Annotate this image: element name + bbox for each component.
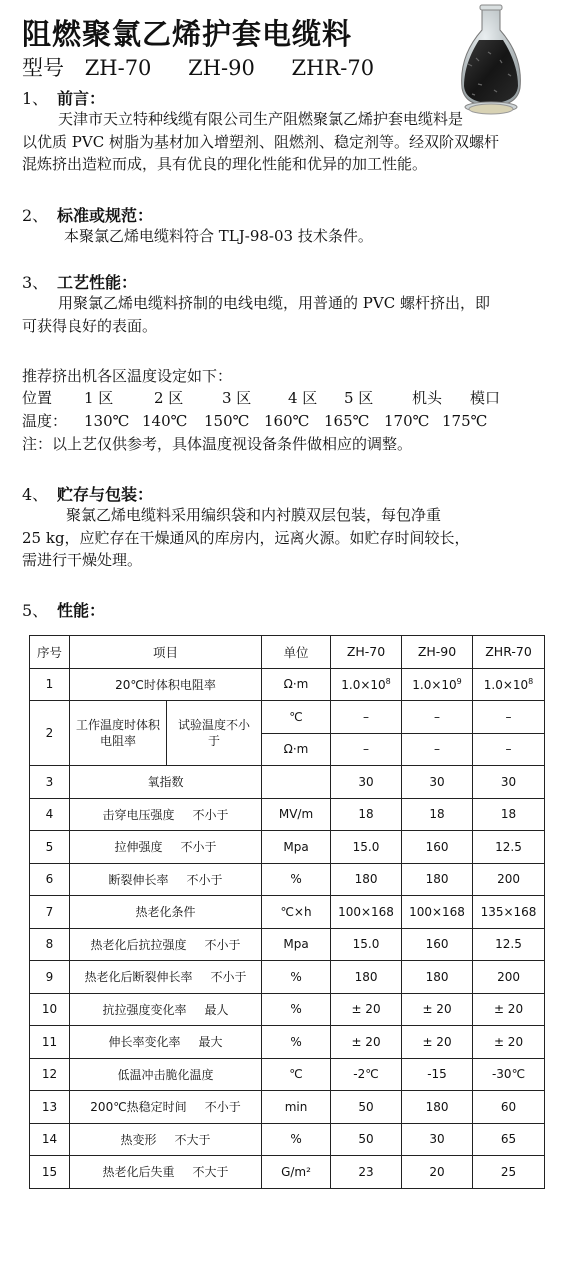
row-item-label: 击穿电压强度 xyxy=(102,807,175,822)
extruder-note: 注：以上艺仅供参考，具体温度视设备条件做相应的调整。 xyxy=(22,435,413,453)
row-item xyxy=(70,928,262,961)
row-no: 3 xyxy=(30,766,70,799)
table-row xyxy=(30,766,545,799)
table-header-row xyxy=(30,636,545,669)
row-value-zhr70: 12.5 xyxy=(473,928,545,961)
performance-table xyxy=(29,635,545,1189)
row-value-zhr70: 25 xyxy=(473,1156,545,1189)
row-item-label: 热老化条件 xyxy=(135,905,196,920)
row-value-zh90: 18 xyxy=(402,798,473,831)
table-row xyxy=(30,961,545,994)
row-unit: ℃ xyxy=(262,1058,331,1091)
row-item-label: 抗拉强度变化率 xyxy=(102,1002,187,1017)
section-1-body: 天津市天立特种线缆有限公司生产阻燃聚氯乙烯护套电缆料是 以优质 PVC 树脂为基材加入增塑剂、阻燃剂、稳定剂等。经双阶双螺杆 混炼挤出造粒而成，具有优良的理化性能和优异的加工性能。 xyxy=(22,110,499,173)
extruder-temps-row: 温度： 130℃ 140℃ 150℃ 160℃ 165℃ 170℃ 175℃ xyxy=(22,412,488,430)
row-value-zh70: 15.0 xyxy=(331,928,402,961)
row-item-condition: 不小于 xyxy=(204,937,241,952)
row-value-zhr70: $1.0\times 10^8$ xyxy=(473,668,545,701)
row-unit: Mpa xyxy=(262,928,331,961)
row-item-condition: 不小于 xyxy=(192,807,229,822)
row-item-a: 工作温度时体积电阻率 xyxy=(70,701,167,766)
row-value-zh70: 15.0 xyxy=(331,831,402,864)
row-value-zh70: 50 xyxy=(331,1123,402,1156)
row-unit: G/m² xyxy=(262,1156,331,1189)
row-item-condition: 最大 xyxy=(198,1035,223,1050)
row-no: 10 xyxy=(30,993,70,1026)
table-row xyxy=(30,701,545,734)
row-unit: % xyxy=(262,1026,331,1059)
row-value-zh70: -2℃ xyxy=(331,1058,402,1091)
row-unit: ℃ xyxy=(262,701,331,734)
row-unit: % xyxy=(262,1123,331,1156)
row-value-zh90: ± 20 xyxy=(402,1026,473,1059)
row-value-zhr70: 12.5 xyxy=(473,831,545,864)
table-row xyxy=(30,1156,545,1189)
model-label: 型号 xyxy=(22,56,64,80)
row-item-condition: 不小于 xyxy=(180,840,217,855)
section-5-heading: 5、 性能： xyxy=(22,601,106,620)
row-unit: MV/m xyxy=(262,798,331,831)
model-line xyxy=(22,52,404,82)
row-item-label: 低温冲击脆化温度 xyxy=(117,1067,214,1082)
section-2-heading: 2、 标准或规范： xyxy=(22,206,154,225)
section-3-heading: 3、 工艺性能： xyxy=(22,273,138,292)
row-item-condition: 不大于 xyxy=(192,1165,229,1180)
row-no: 2 xyxy=(30,701,70,766)
col-header-no: 序号 xyxy=(30,636,70,669)
row-item-condition: 不大于 xyxy=(174,1132,211,1147)
row-unit: ℃×h xyxy=(262,896,331,929)
row-unit: % xyxy=(262,993,331,1026)
row-item-label: 热老化后失重 xyxy=(102,1165,175,1180)
row-value-zh70: 23 xyxy=(331,1156,402,1189)
row-item xyxy=(70,766,262,799)
row-item xyxy=(70,798,262,831)
row-item-condition: 不小于 xyxy=(210,970,247,985)
row-value-zh70: $1.0\times 10^8$ xyxy=(331,668,402,701)
table-row xyxy=(30,863,545,896)
row-item: 20℃时体积电阻率 xyxy=(70,668,262,701)
row-item-condition: 最人 xyxy=(204,1002,229,1017)
row-value-zhr70: 200 xyxy=(473,961,545,994)
row-value-zhr70: 60 xyxy=(473,1091,545,1124)
row-value-zh90: 180 xyxy=(402,1091,473,1124)
row-value-zh90: -15 xyxy=(402,1058,473,1091)
row-value-zh70: 180 xyxy=(331,961,402,994)
table-row xyxy=(30,928,545,961)
row-value-zh90: 30 xyxy=(402,766,473,799)
row-item xyxy=(70,1026,262,1059)
row-no: 13 xyxy=(30,1091,70,1124)
row-value-zh90: 180 xyxy=(402,863,473,896)
row-value-zh70: – xyxy=(331,701,402,734)
extruder-temp-intro: 推荐挤出机各区温度设定如下： xyxy=(22,367,233,385)
row-item xyxy=(70,831,262,864)
row-no: 6 xyxy=(30,863,70,896)
row-item-condition: 不小于 xyxy=(186,872,223,887)
row-item xyxy=(70,1156,262,1189)
row-value-zh70: ± 20 xyxy=(331,993,402,1026)
row-value-zhr70: -30℃ xyxy=(473,1058,545,1091)
row-item xyxy=(70,1123,262,1156)
row-value-zh70: – xyxy=(331,733,402,766)
row-value-zhr70: 200 xyxy=(473,863,545,896)
col-header-zhr70: ZHR-70 xyxy=(473,636,545,669)
row-unit: % xyxy=(262,863,331,896)
section-2-body: 本聚氯乙烯电缆料符合 TLJ-98-03 技术条件。 xyxy=(64,227,373,245)
row-no: 1 xyxy=(30,668,70,701)
table-row xyxy=(30,831,545,864)
row-value-zh90: ± 20 xyxy=(402,993,473,1026)
row-value-zh90: – xyxy=(402,701,473,734)
section-1-heading: 1、 前言： xyxy=(22,89,106,108)
row-item-condition: 不小于 xyxy=(204,1100,241,1115)
row-item xyxy=(70,961,262,994)
row-value-zhr70: – xyxy=(473,733,545,766)
col-header-item: 项目 xyxy=(70,636,262,669)
row-item-label: 氧指数 xyxy=(147,775,184,790)
row-value-zh90: $1.0\times 10^9$ xyxy=(402,668,473,701)
row-unit: Mpa xyxy=(262,831,331,864)
row-value-zhr70: – xyxy=(473,701,545,734)
row-no: 9 xyxy=(30,961,70,994)
row-unit xyxy=(262,766,331,799)
col-header-zh90: ZH-90 xyxy=(402,636,473,669)
table-row xyxy=(30,1058,545,1091)
row-item xyxy=(70,993,262,1026)
row-value-zh90: – xyxy=(402,733,473,766)
row-value-zh90: 160 xyxy=(402,928,473,961)
table-row xyxy=(30,993,545,1026)
row-unit: min xyxy=(262,1091,331,1124)
row-no: 7 xyxy=(30,896,70,929)
table-row xyxy=(30,1026,545,1059)
product-flask-image xyxy=(458,4,524,116)
model-zhr70: ZHR-70 xyxy=(291,56,375,80)
row-item-label: 热变形 xyxy=(120,1132,157,1147)
row-value-zh70: 30 xyxy=(331,766,402,799)
section-4-heading: 4、 贮存与包装： xyxy=(22,485,154,504)
row-item-label: 伸长率变化率 xyxy=(108,1035,181,1050)
row-item-label: 热老化后抗拉强度 xyxy=(90,937,187,952)
section-4-body: 聚氯乙烯电缆料采用编织袋和内衬膜双层包装，每包净重 25 kg，应贮存在干燥通风的库房内，远离火源。如贮存时间较长， 需进行干燥处理。 xyxy=(22,506,470,569)
exponent: 8 xyxy=(385,676,391,686)
exponent: 9 xyxy=(456,676,462,686)
col-header-zh70: ZH-70 xyxy=(331,636,402,669)
row-item-b: 试验温度不小于 xyxy=(167,701,262,766)
row-item-label: 200℃热稳定时间 xyxy=(90,1100,187,1115)
table-row xyxy=(30,1123,545,1156)
row-item-label: 拉伸强度 xyxy=(114,840,163,855)
row-no: 5 xyxy=(30,831,70,864)
model-zh70: ZH-70 xyxy=(84,56,152,80)
exponent: 8 xyxy=(528,676,534,686)
row-value-zh90: 20 xyxy=(402,1156,473,1189)
row-item xyxy=(70,863,262,896)
row-no: 15 xyxy=(30,1156,70,1189)
row-no: 14 xyxy=(30,1123,70,1156)
row-no: 11 xyxy=(30,1026,70,1059)
row-value-zhr70: ± 20 xyxy=(473,993,545,1026)
row-value-zh90: 180 xyxy=(402,961,473,994)
row-value-zh90: 160 xyxy=(402,831,473,864)
row-value-zh70: ± 20 xyxy=(331,1026,402,1059)
page-title: 阻燃聚氯乙烯护套电缆料 xyxy=(22,17,353,51)
row-unit: Ω·m xyxy=(262,668,331,701)
row-no: 8 xyxy=(30,928,70,961)
extruder-positions-row: 位置 1 区 2 区 3 区 4 区 5 区 机头 模口 xyxy=(22,389,501,407)
row-value-zhr70: 135×168 xyxy=(473,896,545,929)
table-row xyxy=(30,798,545,831)
section-3-body: 用聚氯乙烯电缆料挤制的电线电缆，用普通的 PVC 螺杆挤出，即 可获得良好的表面。 xyxy=(22,294,490,335)
table-row xyxy=(30,896,545,929)
row-unit: % xyxy=(262,961,331,994)
row-value-zh70: 50 xyxy=(331,1091,402,1124)
row-value-zh70: 100×168 xyxy=(331,896,402,929)
row-item xyxy=(70,1091,262,1124)
row-value-zh70: 180 xyxy=(331,863,402,896)
row-item-label: 热老化后断裂伸长率 xyxy=(84,970,193,985)
row-value-zhr70: 65 xyxy=(473,1123,545,1156)
col-header-unit: 单位 xyxy=(262,636,331,669)
row-unit: Ω·m xyxy=(262,733,331,766)
row-item xyxy=(70,1058,262,1091)
row-value-zh90: 30 xyxy=(402,1123,473,1156)
row-item-label: 断裂伸长率 xyxy=(108,872,169,887)
table-row xyxy=(30,668,545,701)
row-value-zhr70: ± 20 xyxy=(473,1026,545,1059)
row-value-zh90: 100×168 xyxy=(402,896,473,929)
row-value-zhr70: 18 xyxy=(473,798,545,831)
row-no: 4 xyxy=(30,798,70,831)
row-value-zh70: 18 xyxy=(331,798,402,831)
row-no: 12 xyxy=(30,1058,70,1091)
table-row xyxy=(30,1091,545,1124)
row-value-zhr70: 30 xyxy=(473,766,545,799)
row-item xyxy=(70,896,262,929)
model-zh90: ZH-90 xyxy=(188,56,255,80)
